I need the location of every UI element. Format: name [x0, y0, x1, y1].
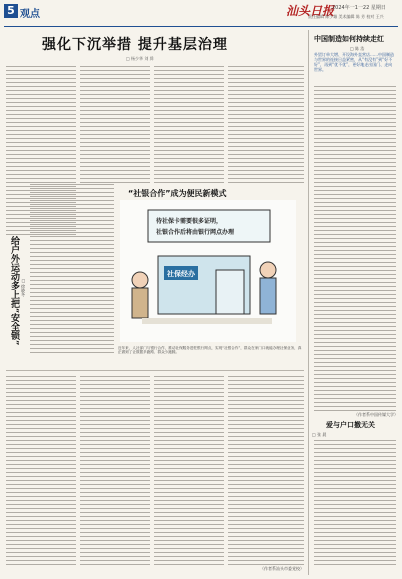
masthead-rule [4, 26, 398, 27]
column-divider [308, 30, 309, 575]
issue-date: 2024年一1一22 星期日 [332, 5, 386, 11]
banner-line-2: 社银合作后将由银行网点办理 [156, 229, 235, 236]
side-author-3: □ 张 晨 [312, 432, 327, 437]
editor-line: 责任编辑 陈少雄 美术编辑 陈 芳 校对 王兴 [308, 14, 384, 19]
main-footnote: （作者系汕头市委党校） [260, 566, 304, 571]
vertical-headline: 给户外运动多上把“安全锁” [9, 236, 19, 346]
lower-body-col-2 [80, 376, 150, 566]
lower-body-col-4 [228, 376, 304, 566]
side-footnote: （作者系中国传媒大学） [354, 412, 398, 417]
main-body-col-4 [228, 66, 304, 186]
main-body-col-2 [80, 66, 150, 186]
masthead [0, 0, 402, 30]
section-title: 观点 [20, 9, 40, 20]
side-lead-1: 外贸订单大增、开设海外直营店……中国制造与世界的连接日益紧密，从“有没有”到“好不好”，再到“优不优”，更好地走出国门、走向世界。 [314, 52, 394, 72]
main-byline: □ 杨少华 刘 舜 [126, 56, 154, 61]
side-headline-3: 爱与户口撤无关 [326, 421, 375, 429]
vertical-author: □ 徐晓冬 [21, 278, 26, 297]
lower-body-col-3 [154, 376, 224, 566]
side-body-1 [314, 86, 396, 412]
building-sign: 社保经办 [167, 270, 195, 278]
main-body-col-3 [154, 66, 224, 186]
middle-divider [6, 370, 304, 371]
main-headline: 强化下沉举措 提升基层治理 [42, 37, 228, 53]
cartoon-title: “社银合作”成为便民新模式 [128, 189, 227, 198]
banner-line-1: 待社保卡需要很多证明， [156, 218, 223, 225]
cartoon-illustration [120, 200, 296, 342]
side-author-1: □ 陈 浩 [350, 46, 365, 51]
section-number: 5 [4, 4, 18, 18]
side-body-2 [30, 184, 114, 354]
side-body-3 [314, 440, 396, 566]
newspaper-brand: 汕头日报 [286, 4, 335, 18]
cartoon-caption: 近年来，人社部门与银行合作，推动社保服务进驻银行网点，实现“社银合作”，群众在家门口就能办理社保业务，真正做到了让数据多跑路、群众少跑腿。 [118, 346, 302, 355]
cartoon-drawing [120, 200, 296, 342]
side-headline-1: 中国制造如何持续走红 [314, 35, 384, 43]
lower-body-col-1 [6, 376, 76, 566]
